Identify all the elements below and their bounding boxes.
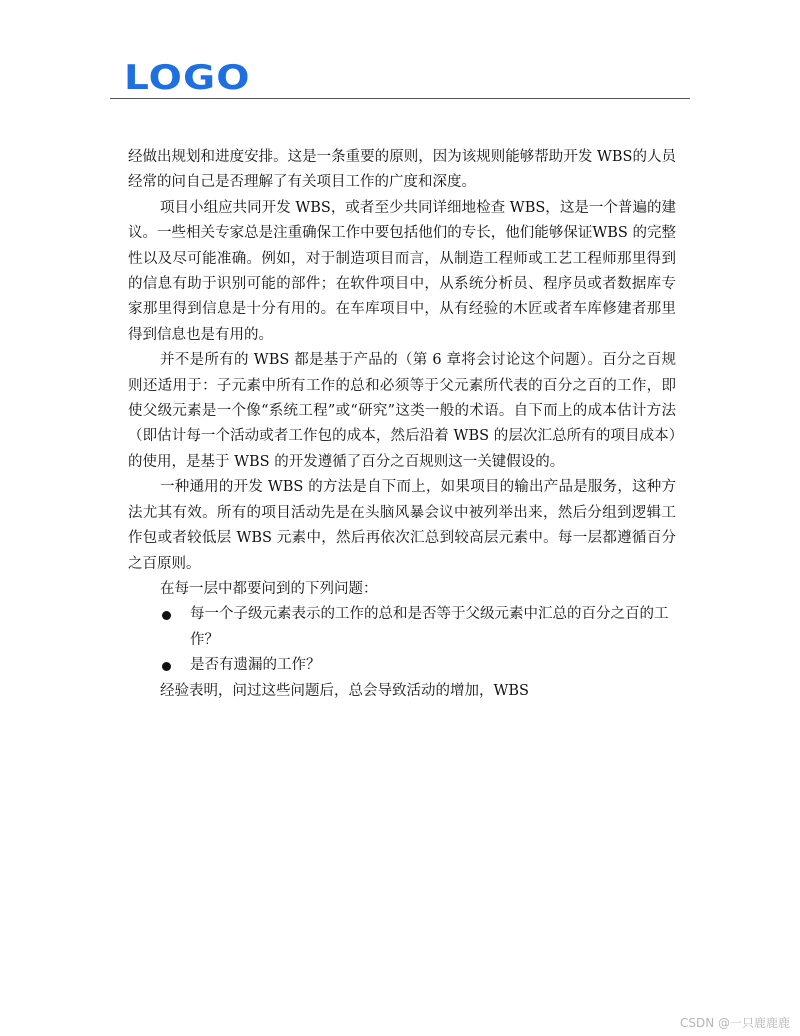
paragraph-closing: 经验表明，问过这些问题后，总会导致活动的增加，WBS	[160, 682, 529, 699]
csdn-watermark: CSDN @一只鹿鹿鹿	[679, 1016, 790, 1030]
bullet-list-item	[128, 653, 676, 678]
document-body	[128, 145, 676, 704]
paragraph-team-development: 项目小组应共同开发 WBS，或者至少共同详细地检查 WBS，这是一个普遍的建议。一些相关专家总是注重确保工作中要包括他们的专长，他们能够保证WBS 的完整性以及尽可能准确。例如，对于制造项目而言，从制造工程师或工艺工程师那里得到的信息有助于识别可能的部件；在软件项目中，从系统分析员、程序员或者数据库专家那里得到信息是十分有用的。在车库项目中，从有经验的木匠或者车库修建者那里得到信息也是有用的。	[128, 199, 676, 343]
bullet-dot-icon	[162, 662, 171, 671]
paragraph-bottom-up-method: 一种通用的开发 WBS 的方法是自下而上，如果项目的输出产品是服务，这种方法尤其有效。所有的项目活动先是在头脑风暴会议中被列举出来，然后分组到逻辑工作包或者较低层 WBS 元素中，然后再依次汇总到较高层元素中。每一层都遵循百分之百原则。	[128, 479, 676, 572]
paragraph-questions-intro: 在每一层中都要问到的下列问题：	[160, 580, 378, 597]
paragraph-continuation: 经做出规划和进度安排。这是一条重要的原则，因为该规则能够帮助开发 WBS的人员经常的问自己是否理解了有关项目工作的广度和深度。	[128, 149, 676, 191]
bullet-dot-icon	[162, 611, 171, 620]
header-divider	[110, 98, 690, 99]
bullet-text: 是否有遗漏的工作？	[190, 657, 321, 674]
logo: LOGO	[124, 58, 251, 98]
bullet-list-item	[128, 602, 676, 653]
bullet-text: 每一个子级元素表示的工作的总和是否等于父级元素中汇总的百分之百的工作？	[190, 606, 669, 648]
paragraph-hundred-percent-rule: 并不是所有的 WBS 都是基于产品的（第 6 章将会讨论这个问题）。百分之百规则还适用于：子元素中所有工作的总和必须等于父元素所代表的百分之百的工作，即使父级元素是一个像“系统工程”或“研究”这类一般的术语。自下而上的成本估计方法（即估计每一个活动或者工作包的成本，然后沿着 WBS 的层次汇总所有的项目成本）的使用，是基于 WBS 的开发遵循了百分之百规则这一关键假设的。	[128, 352, 676, 470]
